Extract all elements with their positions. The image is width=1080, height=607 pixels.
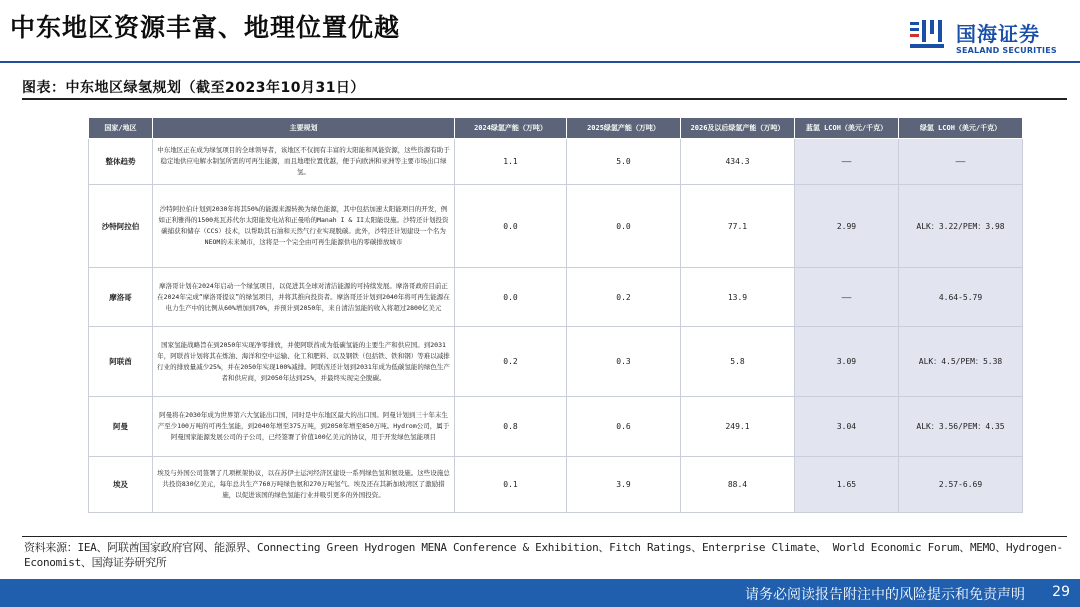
cap2024-cell: 1.1 <box>455 139 567 185</box>
plan-cell: 中东地区正在成为绿氢项目的全球领导者，该地区不仅拥有丰富的太阳能和风能资源，这些资源有助于稳定地供应电解水制氢所需的可再生能源，而且地理位置优越，便于向欧洲和亚洲等主要市场出口绿氢。 <box>153 139 455 185</box>
source-divider <box>22 536 1067 537</box>
hydrogen-plan-table <box>88 117 1023 513</box>
table-row <box>89 457 1023 513</box>
green-lcoh-cell: ALK：3.22/PEM：3.98 <box>899 185 1023 268</box>
cap2024-cell: 0.2 <box>455 327 567 397</box>
header-cap2024: 2024绿氢产能（万吨） <box>455 118 567 139</box>
region-cell: 阿联酋 <box>89 327 153 397</box>
blue-lcoh-cell: 1.65 <box>795 457 899 513</box>
table-row <box>89 268 1023 327</box>
header-cap2025: 2025绿氢产能（万吨） <box>567 118 681 139</box>
green-lcoh-cell: ALK：3.56/PEM：4.35 <box>899 397 1023 457</box>
blue-lcoh-cell: —— <box>795 139 899 185</box>
green-lcoh-cell: 2.57-6.69 <box>899 457 1023 513</box>
table-row <box>89 139 1023 185</box>
logo-name-cn: 国海证券 <box>956 22 1040 46</box>
blue-lcoh-cell: 2.99 <box>795 185 899 268</box>
cap2025-cell: 5.0 <box>567 139 681 185</box>
region-cell: 沙特阿拉伯 <box>89 185 153 268</box>
logo-name-en: SEALAND SECURITIES <box>956 46 1057 55</box>
table-header-row <box>89 118 1023 139</box>
figure-title: 图表：中东地区绿氢规划（截至2023年10月31日） <box>22 80 365 96</box>
region-cell: 摩洛哥 <box>89 268 153 327</box>
footer-bar <box>0 579 1080 607</box>
cap2025-cell: 0.0 <box>567 185 681 268</box>
table-row <box>89 185 1023 268</box>
blue-lcoh-cell: 3.04 <box>795 397 899 457</box>
green-lcoh-cell: —— <box>899 139 1023 185</box>
blue-lcoh-cell: —— <box>795 268 899 327</box>
region-cell: 整体趋势 <box>89 139 153 185</box>
cap2026-cell: 88.4 <box>681 457 795 513</box>
header-blue-lcoh: 蓝氢 LCOH（美元/千克） <box>795 118 899 139</box>
cap2024-cell: 0.1 <box>455 457 567 513</box>
company-logo <box>908 16 1068 60</box>
plan-cell: 埃及与外国公司签署了几项框架协议，以在苏伊士运河经济区建设一系列绿色氢和氨设施。这些设施总共投资830亿美元，每年总共生产760万吨绿色氨和270万吨氢气。埃及还在其新加坡湾区了激励措施，以促进该国的绿色氢能行业并吸引更多的外国投资。 <box>153 457 455 513</box>
table-row <box>89 327 1023 397</box>
green-lcoh-cell: 4.64-5.79 <box>899 268 1023 327</box>
header-green-lcoh: 绿氢 LCOH（美元/千克） <box>899 118 1023 139</box>
page-title: 中东地区资源丰富、地理位置优越 <box>10 13 401 42</box>
cap2025-cell: 3.9 <box>567 457 681 513</box>
page-number: 29 <box>1052 584 1070 600</box>
plan-cell: 沙特阿拉伯计划到2030年将其50%的能源来源转换为绿色能源，其中包括加速太阳能项目的开发，例如正利雅得的1500兆瓦苏代尔太阳能发电站和正曼哈的Manah I & II太阳能设施。沙特还计划投资碳捕获和储存（CCS）技术，以帮助其石油和天然气行业实现脱碳。此外，沙特还计划建设一个名为NEOM的未来城市，这将是一个完全由可再生能源供电的零碳排放城市 <box>153 185 455 268</box>
green-lcoh-cell: ALK：4.5/PEM：5.38 <box>899 327 1023 397</box>
cap2024-cell: 0.0 <box>455 268 567 327</box>
cap2024-cell: 0.0 <box>455 185 567 268</box>
header-plan: 主要规划 <box>153 118 455 139</box>
header-divider <box>0 61 1080 63</box>
cap2025-cell: 0.3 <box>567 327 681 397</box>
source-note: 资料来源：IEA、阿联酋国家政府官网、能源界、Connecting Green Hydrogen MENA Conference & Exhibition、Fitch Ratings、Enterprise Climate、 World Economic Forum、MEMO、Hydrogen-Economist、国海证券研究所 <box>24 541 1063 569</box>
region-cell: 埃及 <box>89 457 153 513</box>
cap2026-cell: 434.3 <box>681 139 795 185</box>
cap2025-cell: 0.2 <box>567 268 681 327</box>
region-cell: 阿曼 <box>89 397 153 457</box>
header-region: 国家/地区 <box>89 118 153 139</box>
plan-cell: 国家氢能战略旨在到2050年实现净零排放，并使阿联酋成为低碳氢能的主要生产和供应国。到2031年，阿联酋计划将其在炼油、海洋和空中运输、化工和肥料、以及钢铁（包括铁、铁和钢）等难以减排行业的排放量减少25%，并在2050年实现100%减排。阿联酋还计划到2031年成为低碳氢能的绿色生产者和供应商，到2050年达到25%，并最终实现完全脱碳。 <box>153 327 455 397</box>
cap2024-cell: 0.8 <box>455 397 567 457</box>
cap2026-cell: 249.1 <box>681 397 795 457</box>
figure-title-divider <box>22 98 1067 100</box>
blue-lcoh-cell: 3.09 <box>795 327 899 397</box>
plan-cell: 阿曼将在2030年成为世界第六大氢能出口国，同时是中东地区最大的出口国。阿曼计划到三十年末生产至少100万吨的可再生氢能，到2040年增至375万吨，到2050年增至850万吨。Hydrom公司，属于阿曼国家能源发展公司的子公司，已经签署了价值100亿美元的协议，用于开发绿色氢能项目 <box>153 397 455 457</box>
table-row <box>89 397 1023 457</box>
plan-cell: 摩洛哥计划在2024年启动一个绿氢项目，以促进其全球对清洁能源的可持续发展。摩洛哥政府目前正在2024年完成“摩洛哥提议”的绿氢项目，并将其推向投资者。摩洛哥还计划到2040年将可再生能源在电力生产中的比例从60%增加到70%，并预计到2050年，来自清洁氢能的收入将超过2800亿美元 <box>153 268 455 327</box>
cap2026-cell: 13.9 <box>681 268 795 327</box>
sealand-logo-icon <box>908 18 946 54</box>
header-cap2026: 2026及以后绿氢产能（万吨） <box>681 118 795 139</box>
footer-disclaimer: 请务必阅读报告附注中的风险提示和免责声明 <box>745 587 1025 603</box>
cap2026-cell: 5.8 <box>681 327 795 397</box>
cap2026-cell: 77.1 <box>681 185 795 268</box>
cap2025-cell: 0.6 <box>567 397 681 457</box>
